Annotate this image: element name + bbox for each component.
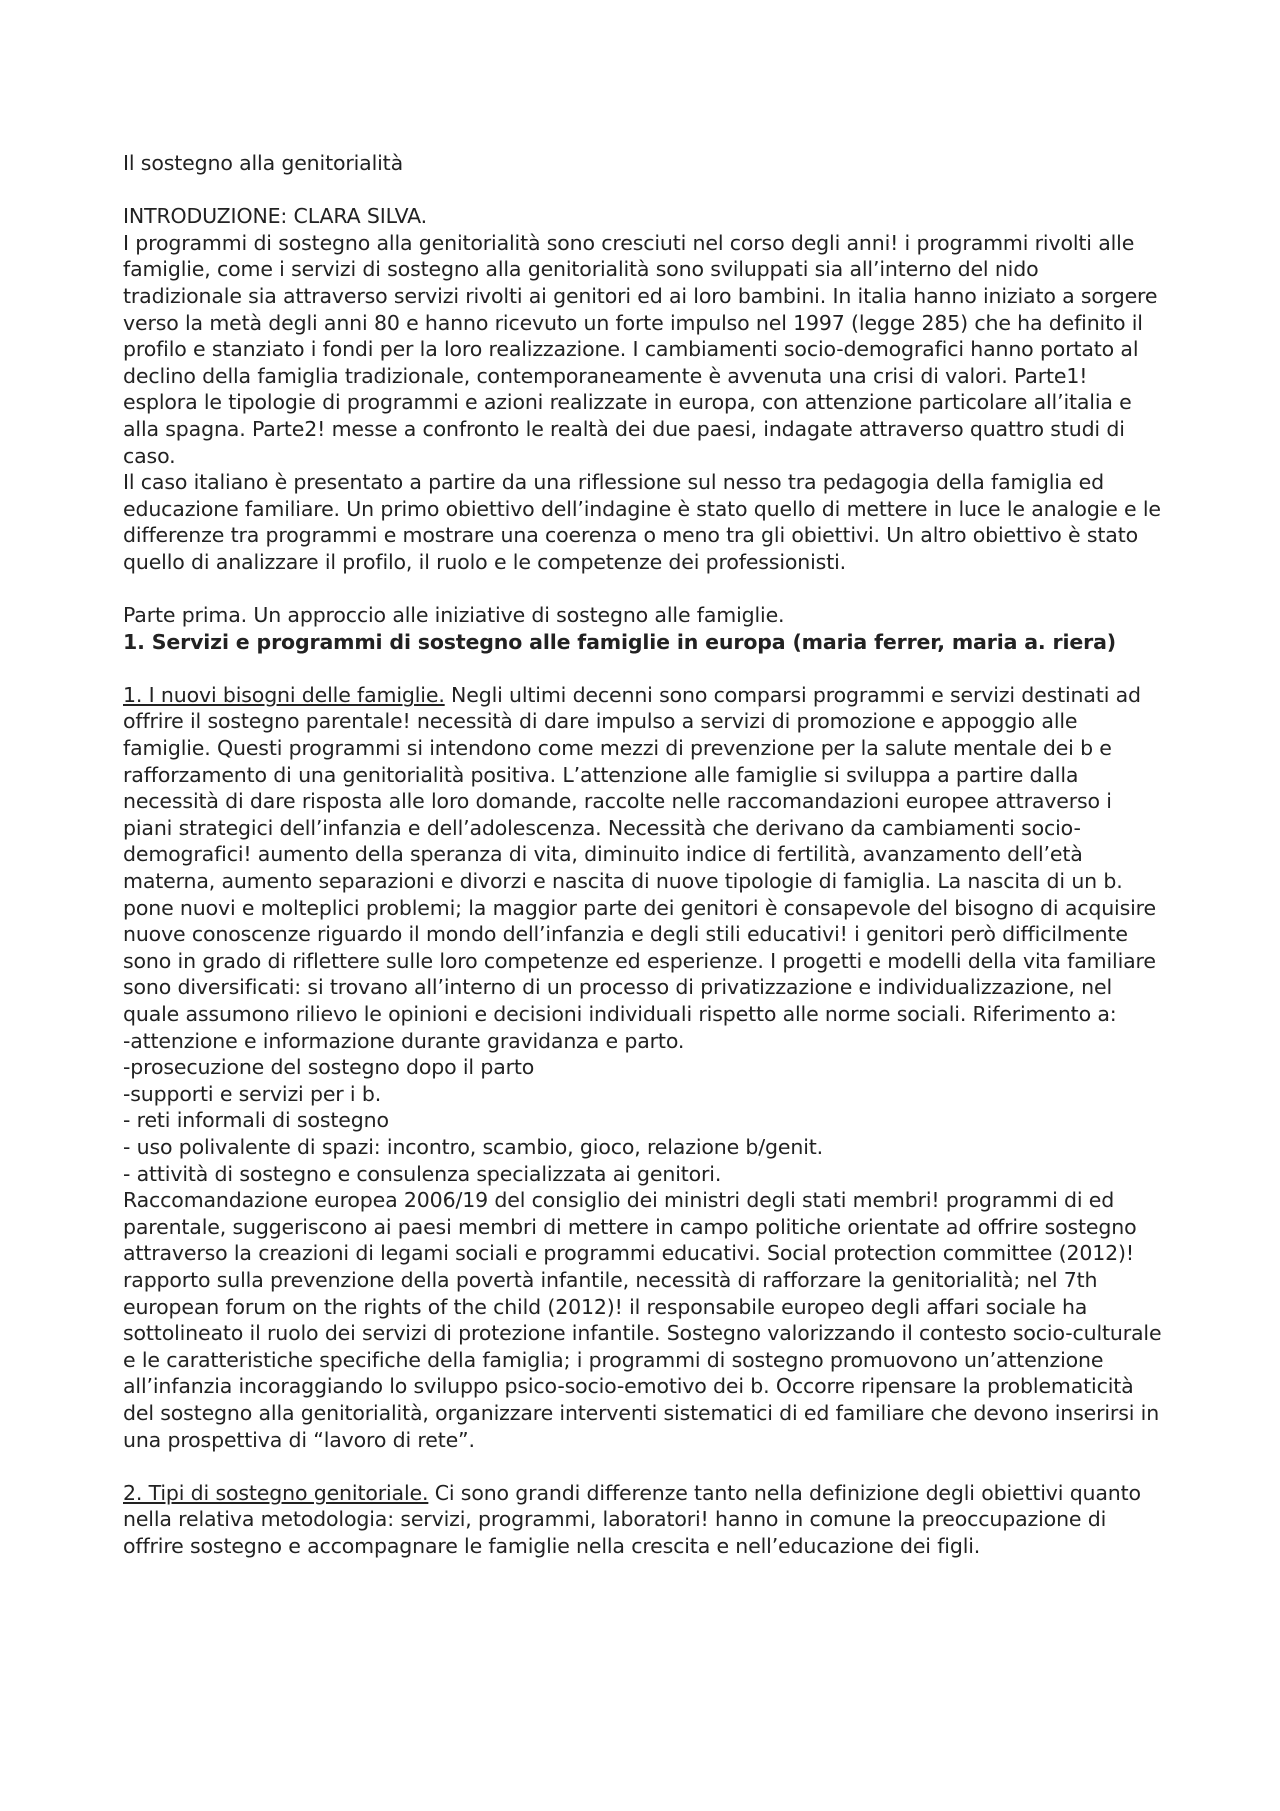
document-page <box>123 150 1163 1559</box>
section-1-title: 1. I nuovi bisogni delle famiglie. <box>123 682 445 707</box>
list-item: - reti informali di sostegno <box>123 1108 389 1133</box>
chapter-heading: 1. Servizi e programmi di sostegno alle famiglie in europa (maria ferrer, maria a. riera) <box>123 629 1117 654</box>
intro-paragraph: I programmi di sostegno alla genitorialità sono cresciuti nel corso degli anni! i programmi rivolti alle famiglie, come i servizi di sostegno alla genitorialità sono sviluppati sia all’interno del nido tradizionale sia attraverso servizi rivolti ai genitori ed ai loro bambini. In italia hanno iniziato a sorgere verso la metà degli anni 80 e hanno ricevuto un forte impulso nel 1997 (legge 285) che ha definito il profilo e stanziato i fondi per la loro realizzazione. I cambiamenti socio-demografici hanno portato al declino della famiglia tradizionale, contemporaneamente è avvenuta una crisi di valori. Parte1! esplora le tipologie di programmi e azioni realizzate in europa, con attenzione particolare all’italia e alla spagna. Parte2! messe a confronto le realtà dei due paesi, indagate attraverso quattro studi di caso. <box>123 230 1158 468</box>
intro-heading: INTRODUZIONE: CLARA SILVA. <box>123 204 428 229</box>
section-2-body: Ci sono grandi differenze tanto nella definizione degli obiettivi quanto nella relativa metodologia: servizi, programmi, laboratori! hanno in comune la preoccupazione di offrire sostegno e accompagnare le famiglie nella crescita e nell’educazione dei figli. <box>123 1480 1141 1558</box>
section-1-body: Negli ultimi decenni sono comparsi programmi e servizi destinati ad offrire il sostegno parentale! necessità di dare impulso a servizi di promozione e appoggio alle famiglie. Questi programmi si intendono come mezzi di prevenzione per la salute mentale dei b e rafforzamento di una genitorialità positiva. L’attenzione alle famiglie si sviluppa a partire dalla necessità di dare risposta alle loro domande, raccolte nelle raccomandazioni europee attraverso i piani strategici dell’infanzia e dell’adolescenza. Necessità che derivano da cambiamenti socio-demografici! aumento della speranza di vita, diminuito indice di fertilità, avanzamento dell’età materna, aumento separazioni e divorzi e nascita di nuove tipologie di famiglia. La nascita di un b. pone nuovi e molteplici problemi; la maggior parte dei genitori è consapevole del bisogno di acquisire nuove conoscenze riguardo il mondo dell’infanzia e degli stili educativi! i genitori però difficilmente sono in grado di riflettere sulle loro competenze ed esperienze. I progetti e modelli della vita familiare sono diversificati: si trovano all’interno di un processo di privatizzazione e individualizzazione, nel quale assumono rilievo le opinioni e decisioni individuali rispetto alle norme sociali. Riferimento a: <box>123 682 1156 1026</box>
list-item: - attività di sostegno e consulenza specializzata ai genitori. <box>123 1161 722 1186</box>
spacer <box>123 1453 1163 1480</box>
list-item: -prosecuzione del sostegno dopo il parto <box>123 1055 535 1080</box>
section-2-paragraph <box>123 1480 1163 1560</box>
document-title: Il sostegno alla genitorialità <box>123 151 403 175</box>
spacer <box>123 177 1163 204</box>
section-1-paragraph <box>123 682 1163 1028</box>
list-item: - uso polivalente di spazi: incontro, scambio, gioco, relazione b/genit. <box>123 1134 824 1159</box>
spacer <box>123 655 1163 682</box>
intro-paragraph: Il caso italiano è presentato a partire da una riflessione sul nesso tra pedagogia della famiglia ed educazione familiare. Un primo obiettivo dell’indagine è stato quello di mettere in luce le analogie e le differenze tra programmi e mostrare una coerenza o meno tra gli obiettivi. Un altro obiettivo è stato quello di analizzare il profilo, il ruolo e le competenze dei professionisti. <box>123 470 1161 574</box>
list-item: -supporti e servizi per i b. <box>123 1081 382 1106</box>
section-2-title: 2. Tipi di sostegno genitoriale. <box>123 1480 429 1505</box>
spacer <box>123 576 1163 603</box>
section-1-closing: Raccomandazione europea 2006/19 del consiglio dei ministri degli stati membri! programmi di ed parentale, suggeriscono ai paesi membri di mettere in campo politiche orientate ad offrire sostegno attraverso la creazioni di legami sociali e programmi educativi. Social protection committee (2012)! rapporto sulla prevenzione della povertà infantile, necessità di rafforzare la genitorialità; nel 7th european forum on the rights of the child (2012)! il responsabile europeo degli affari sociale ha sottolineato il ruolo dei servizi di protezione infantile. Sostegno valorizzando il contesto socio-culturale e le caratteristiche specifiche della famiglia; i programmi di sostegno promuovono un’attenzione all’infanzia incoraggiando lo sviluppo psico-socio-emotivo dei b. Occorre ripensare la problematicità del sostegno alla genitorialità, organizzare interventi sistematici di ed familiare che devono inserirsi in una prospettiva di “lavoro di rete”. <box>123 1188 1162 1452</box>
list-item: -attenzione e informazione durante gravidanza e parto. <box>123 1028 685 1053</box>
part-one-heading: Parte prima. Un approccio alle iniziative di sostegno alle famiglie. <box>123 603 785 628</box>
